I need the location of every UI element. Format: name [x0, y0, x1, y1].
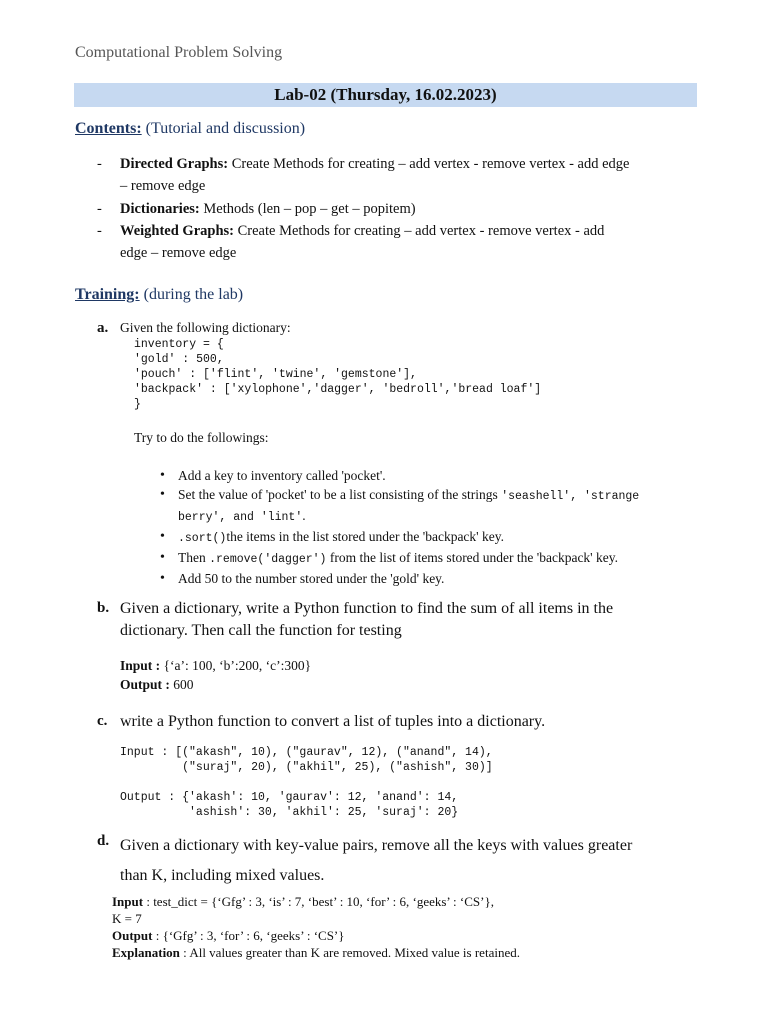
- task-d-example: [112, 893, 712, 961]
- contents-heading: [75, 120, 305, 138]
- bullet-item: • Add a key to inventory called 'pocket'.: [156, 466, 716, 485]
- contents-subtitle: (Tutorial and discussion): [145, 120, 306, 137]
- task-d-text: Given a dictionary with key-value pairs, remove all the keys with values greater than K, including mixed values.: [120, 837, 633, 884]
- dash-bullet: -: [97, 223, 102, 239]
- training-subtitle: (during the lab): [143, 286, 244, 303]
- task-a-bullet-list: [156, 466, 716, 588]
- task-b-input: Input : {‘a’: 100, ‘b’:200, ‘c’:300}: [120, 658, 312, 673]
- task-a-intro: Given the following dictionary:: [120, 320, 291, 335]
- task-b-text: Given a dictionary, write a Python function to find the sum of all items in the dictionary. Then call the function for testing: [120, 600, 614, 639]
- task-d-explanation: Explanation : All values greater than K are removed. Mixed value is retained.: [112, 945, 520, 960]
- item-text: Create Methods for creating – add vertex - remove vertex - add: [237, 223, 605, 239]
- bullet-item: • Add 50 to the number stored under the 'gold' key.: [156, 569, 716, 588]
- task-b-marker: b.: [97, 600, 110, 616]
- contents-item-dictionaries: [97, 198, 707, 220]
- item-text-cont: – remove edge: [120, 178, 206, 194]
- bullet-item: • Set the value of 'pocket' to be a list consisting of the strings 'seashell', 'strange berry', and 'lint'.: [156, 485, 716, 527]
- task-d-marker: d.: [97, 833, 110, 849]
- dash-bullet: -: [97, 201, 102, 217]
- task-d-output: Output : {‘Gfg’ : 3, ‘for’ : 6, ‘geeks’ : ‘CS’}: [112, 928, 345, 943]
- contents-label: Contents:: [75, 120, 142, 137]
- task-c-text: write a Python function to convert a list of tuples into a dictionary.: [120, 713, 546, 730]
- item-text-cont: edge – remove edge: [120, 245, 237, 261]
- try-text: Try to do the followings:: [134, 430, 269, 445]
- item-text: Methods (len – pop – get – popitem): [203, 201, 416, 217]
- task-c-marker: c.: [97, 713, 108, 729]
- contents-item-weighted-graphs: [97, 220, 707, 264]
- bullet-item: • .sort()the items in the list stored under the 'backpack' key.: [156, 527, 716, 548]
- item-title: Dictionaries:: [120, 201, 200, 217]
- bullet-item: • Then .remove('dagger') from the list of items stored under the 'backpack' key.: [156, 548, 716, 569]
- item-text: Create Methods for creating – add vertex - remove vertex - add edge: [231, 156, 630, 172]
- task-a-marker: a.: [97, 320, 109, 336]
- task-d-k: K = 7: [112, 911, 142, 926]
- training-heading: [75, 286, 243, 304]
- inventory-code-block: inventory = { 'gold' : 500, 'pouch' : ['flint', 'twine', 'gemstone'], 'backpack' : ['xylophone','dagger', 'bedroll','bread loaf'] }: [134, 338, 542, 411]
- task-c-code-block: Input : [("akash", 10), ("gaurav", 12), ("anand", 14), ("suraj", 20), ("akhil", 25), ("ashish", 30)] Output : {'akash': 10, 'gaurav': 12, 'anand': 14, 'ashish': 30, 'akhil': 25, 'suraj': 20}: [120, 746, 493, 819]
- item-title: Weighted Graphs:: [120, 223, 234, 239]
- task-d-input: Input : test_dict = {‘Gfg’ : 3, ‘is’ : 7, ‘best’ : 10, ‘for’ : 6, ‘geeks’ : ‘CS’},: [112, 894, 494, 909]
- training-label: Training:: [75, 286, 140, 303]
- task-b-output: Output : 600: [120, 677, 194, 692]
- dash-bullet: -: [97, 156, 102, 172]
- contents-item-directed-graphs: [97, 153, 707, 197]
- item-title: Directed Graphs:: [120, 156, 229, 172]
- lab-title-banner: Lab-02 (Thursday, 16.02.2023): [74, 83, 697, 107]
- course-title: Computational Problem Solving: [75, 44, 283, 61]
